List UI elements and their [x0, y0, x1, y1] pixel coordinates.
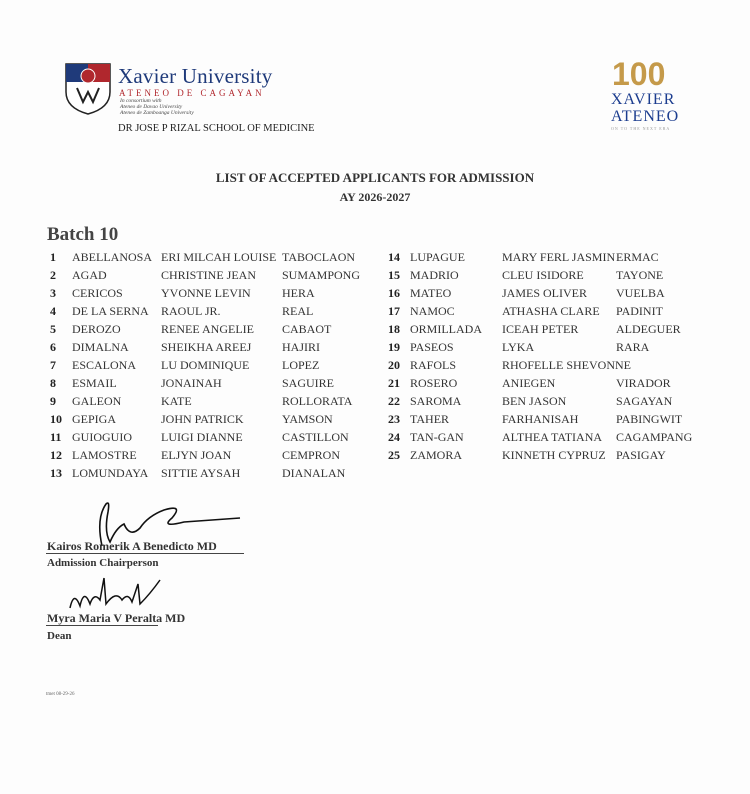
- university-subname: ATENEO DE CAGAYAN: [119, 88, 265, 98]
- logo-text-xavier: XAVIER: [611, 91, 676, 108]
- centennial-logo-icon: [612, 58, 692, 88]
- dean-role: Dean: [47, 630, 72, 642]
- batch-heading: Batch 10: [47, 224, 119, 245]
- chairperson-name: Kairos Romerik A Benedicto MD: [47, 539, 217, 553]
- document-page: Xavier University ATENEO DE CAGAYAN In consortium with Ateneo de Davao University Ateneo de Zamboanga University DR JOSE P RIZAL SCHOOL OF MEDICINE 100 XAVIER ATENEO ON TO THE NEXT ERA LIST OF ACCEPTED APPLICANTS FOR ADMISSION AY 2026-2027 Batch 10 1 ABELLANOSA ERI MILCAH LOUISE TABOCLAON 2 AGAD CHRISTINE JEAN SUMAMPONG 3 CERICOS YVONNE LEVIN HERA 4 DE LA SERNA RAOUL JR. REAL 5 DEROZO RENEE ANGELIE CABAOT 6 DIMALNA SHEIKHA AREEJ HAJIRI 7 ESCALONA LU DOMINIQUE LOPEZ 8 ESMAIL JONAINAH SAGUIRE 9 GALEON KATE ROLLORATA 10 GEPIGA JOHN PATRICK YAMSON 11 GUIOGUIO LUIGI DIANNE CASTILLON 12 LAMOSTRE ELJYN JOAN CEMPRON 13 LOMUNDAYA SITTIE AYSAH DIANALAN 14 LUPAGUE MARY FERL JASMIN ERMAC 15 MADRIO CLEU ISIDORE TAYONE 16 MATEO JAMES OLIVER VUELBA 17 NAMOC ATHASHA CLARE PADINIT 18 ORMILLADA ICEAH PETER ALDEGUER 19 PASEOS LYKA RARA 20 RAFOLS RHOFELLE SHEVONNE 21 ROSERO ANIEGEN VIRADOR 22 SAROMA BEN JASON SAGAYAN 23 TAHER FARHANISAH PABINGWIT 24 TAN-GAN ALTHEA TATIANA CAGAMPANG 25 ZAMORA KINNETH CYPRUZ PASIGAY Kairos Romerik A Benedicto MD Admission Chairperson Myra Maria V Peralta MD Dean tmet 08-29-26: [0, 0, 750, 794]
- consortium-note: In consortium with Ateneo de Davao University Ateneo de Zamboanga University: [120, 98, 194, 116]
- school-name: DR JOSE P RIZAL SCHOOL OF MEDICINE: [118, 123, 315, 134]
- page-title: LIST OF ACCEPTED APPLICANTS FOR ADMISSION: [215, 170, 535, 185]
- chairperson-role: Admission Chairperson: [47, 557, 159, 569]
- footnote: tmet 08-29-26: [46, 692, 75, 697]
- university-crest-icon: [64, 62, 112, 116]
- academic-year: AY 2026-2027: [339, 190, 411, 204]
- dean-name: Myra Maria V Peralta MD: [47, 611, 186, 625]
- university-name: Xavier University: [118, 64, 273, 88]
- svg-text:100: 100: [612, 58, 666, 88]
- logo-tagline: ON TO THE NEXT ERA: [611, 126, 671, 131]
- logo-text-ateneo: ATENEO: [611, 108, 680, 125]
